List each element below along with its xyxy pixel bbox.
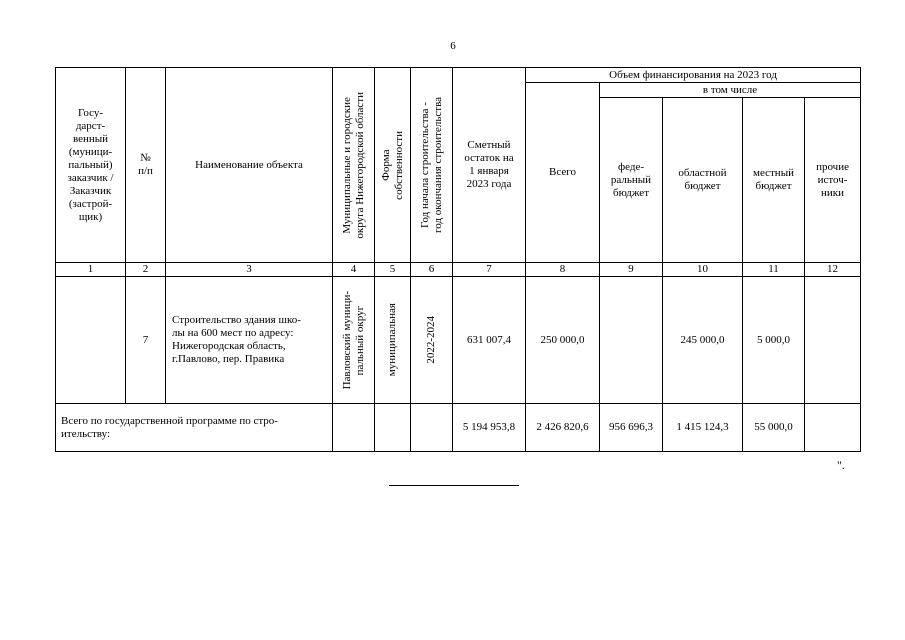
page-number: 6: [450, 40, 456, 52]
total-estimate-balance: 5 194 953,8: [453, 404, 526, 452]
closing-quote-mark: ".: [837, 458, 845, 472]
column-number: 11: [743, 263, 805, 277]
column-number: 5: [375, 263, 411, 277]
header-other: прочие источ- ники: [805, 98, 861, 263]
row-customer: [56, 277, 126, 404]
header-customer: Госу- дарст- венный (муници- пальный) заказчик / Заказчик (застрой- щик): [56, 68, 126, 263]
header-years: Год начала строительства - год окончания строительства: [411, 68, 453, 263]
total-row: [56, 404, 861, 452]
column-number: 10: [663, 263, 743, 277]
header-object-name: Наименование объекта: [166, 68, 333, 263]
table-row: [56, 277, 861, 404]
header-funding-group: Объем финансирования на 2023 год: [526, 68, 861, 83]
row-object-name: Строительство здания шко- лы на 600 мест по адресу: Нижегородская область, г.Павлово, пер. Правика: [166, 277, 333, 404]
total-empty-cell: [333, 404, 375, 452]
column-number: 2: [126, 263, 166, 277]
header-regional: областной бюджет: [663, 98, 743, 263]
total-empty-cell: [411, 404, 453, 452]
row-local: 5 000,0: [743, 277, 805, 404]
column-number: 6: [411, 263, 453, 277]
total-label: Всего по государственной программе по стро- ительству:: [56, 404, 333, 452]
header-municipalities: Муниципальные и городские округа Нижегородской области: [333, 68, 375, 263]
column-number: 4: [333, 263, 375, 277]
row-number: 7: [126, 277, 166, 404]
header-ownership: Форма собственности: [375, 68, 411, 263]
column-number: 3: [166, 263, 333, 277]
total-empty-cell: [375, 404, 411, 452]
row-estimate-balance: 631 007,4: [453, 277, 526, 404]
total-other: [805, 404, 861, 452]
column-number: 9: [600, 263, 663, 277]
column-number: 7: [453, 263, 526, 277]
column-number: 8: [526, 263, 600, 277]
row-other: [805, 277, 861, 404]
horizontal-rule: [389, 485, 519, 486]
header-local: местный бюджет: [743, 98, 805, 263]
header-federal: феде- ральный бюджет: [600, 98, 663, 263]
row-federal: [600, 277, 663, 404]
total-regional: 1 415 124,3: [663, 404, 743, 452]
row-municipality: Павловский муници- пальный округ: [333, 277, 375, 404]
column-number: 12: [805, 263, 861, 277]
total-federal: 956 696,3: [600, 404, 663, 452]
row-years: 2022-2024: [411, 277, 453, 404]
total-local: 55 000,0: [743, 404, 805, 452]
header-estimate-balance: Сметный остаток на 1 января 2023 года: [453, 68, 526, 263]
header-number: № п/п: [126, 68, 166, 263]
header-including: в том числе: [600, 83, 861, 98]
column-number: 1: [56, 263, 126, 277]
row-ownership: муниципальная: [375, 277, 411, 404]
financing-table: [55, 67, 861, 452]
column-numbers-row: [56, 263, 861, 277]
row-regional: 245 000,0: [663, 277, 743, 404]
total-total: 2 426 820,6: [526, 404, 600, 452]
header-total: Всего: [526, 83, 600, 263]
row-total: 250 000,0: [526, 277, 600, 404]
